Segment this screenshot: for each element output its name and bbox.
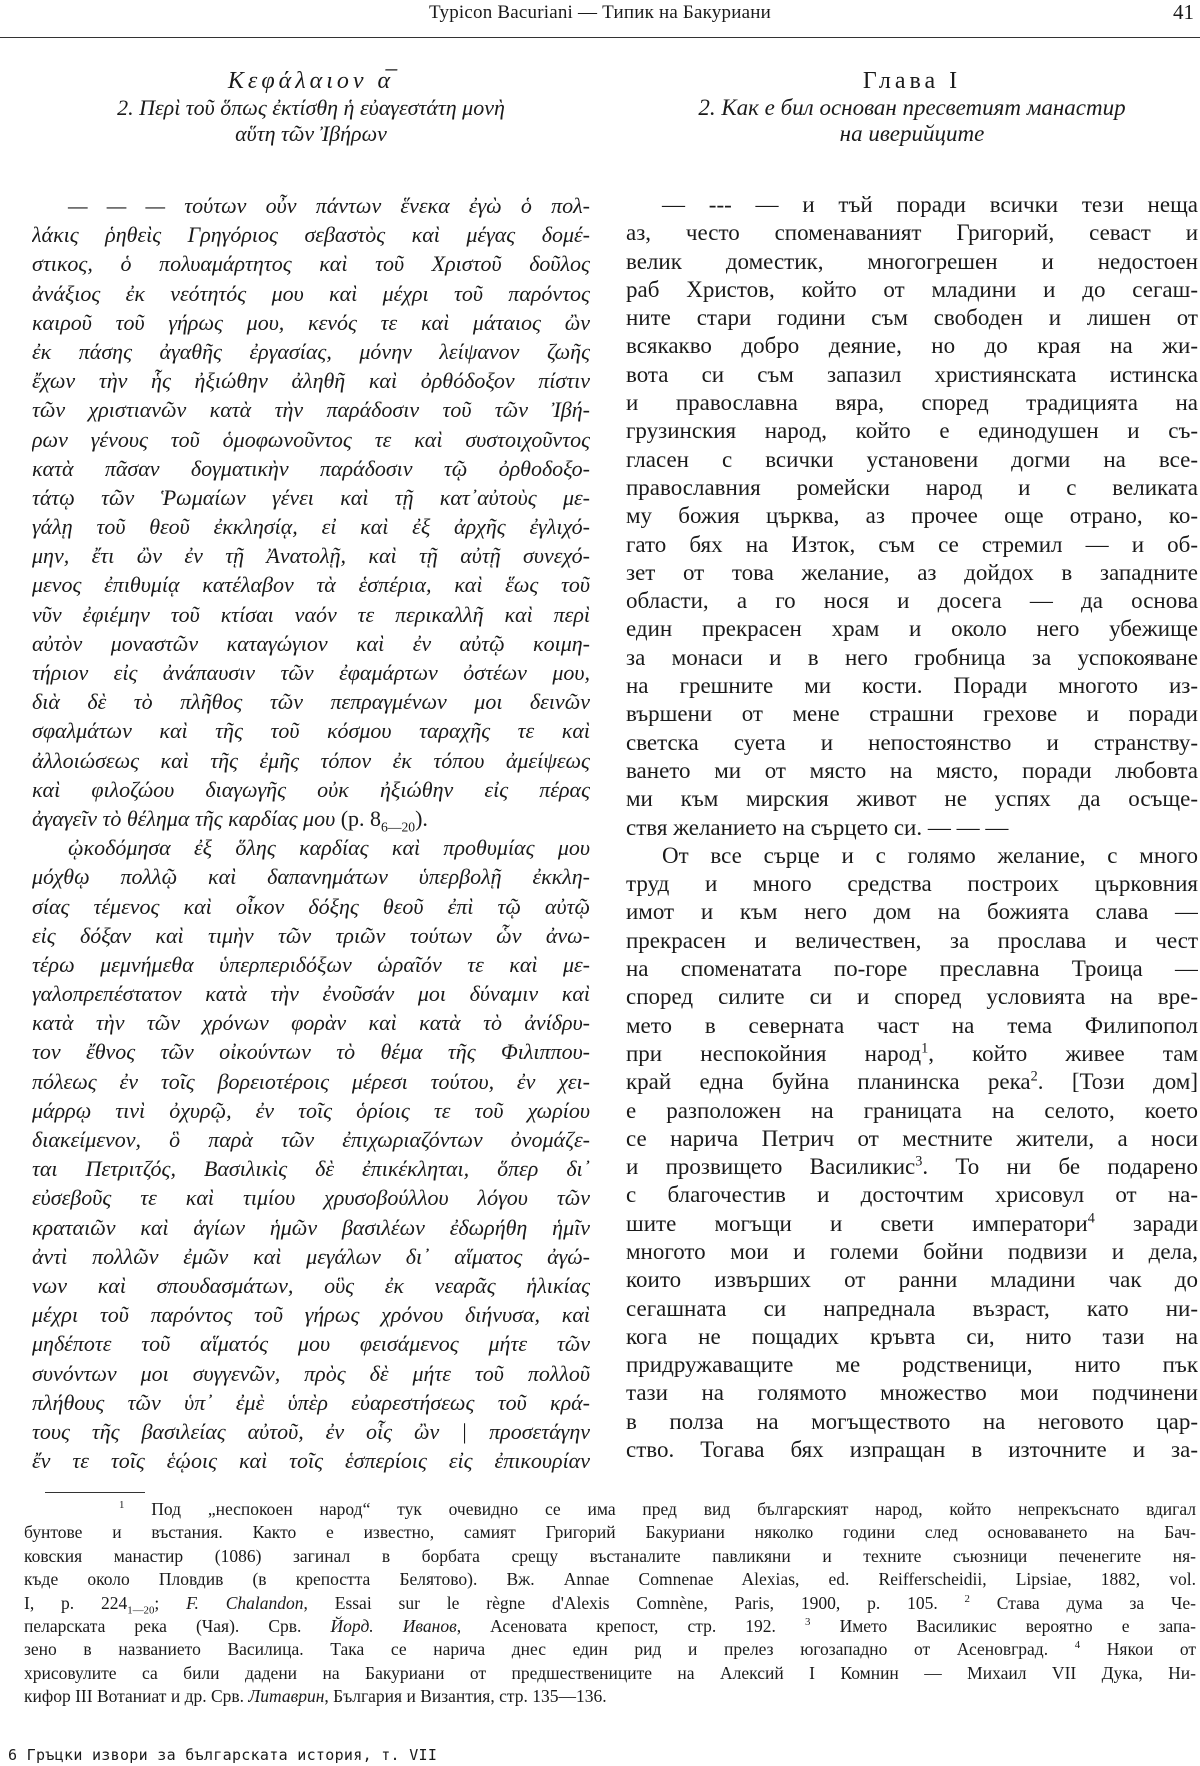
text-line: ᾠκοδόμησα ἐξ ὅλης καρδίας καὶ προθυμίας μου [68,835,590,861]
text-line: ἀνάξιος ἐκ νεότητός μου καὶ μέχρι τοῦ παρόντος [32,280,590,306]
text-line: имот и към него дом на божията слава — [626,899,1198,925]
text-line: τήριον εἰς ἀνάπαυσιν τῶν ἐφαμάρτων ὀστέων μου, [32,660,590,685]
text-line: τῶν χριστιανῶν κατὰ τὴν παράδοσιν τοῦ τῶν Ἰβή- [32,397,590,423]
text-line [626,1153,1198,1181]
text-line: ните стари години съм свободен и лишен от [626,305,1198,331]
text-line: αὐτὸν μοναστῶν καταγώγιον καὶ ἐν αὐτῷ κοιμη- [32,630,590,656]
text-segment: зено в названието Василица. Така се нарича днес един рид и прелез югозападно от Асеновград. [24,1639,1075,1660]
text-line [24,1638,1196,1661]
text-line: с благочестив и досточтим хрисовул от на- [626,1182,1198,1208]
running-title: Typicon Bacuriani — Типик на Бакуриани [429,2,771,23]
text-line: велик доместик, многогрешен и недостоен [626,248,1198,274]
text-line: гато бях на Изток, съм се стремил — и об- [626,531,1198,557]
text-line: се нарича Петрич от местните жители, а носи [626,1125,1198,1151]
greek-chapter-heading: Κεφάλαιον α̅ [227,68,395,94]
text-segment: Става дума за Че- [969,1592,1196,1613]
bulgarian-section-title [626,95,1198,147]
text-line: καιροῦ τοῦ γήρως μου, κενός τε καὶ μάταιος ὢν [32,309,590,335]
text-line: хрисовулите са били дадени на Бакуриани от предшествениците на Алексий I Комнин — Михаил VII Дука, Ни- [24,1662,1196,1683]
text-segment: шите могъщи и свети императори [626,1210,1088,1236]
text-line: νων καὶ σπουδασμάτων, οὓς ἐκ νεαρᾶς ἡλικίας [32,1272,590,1298]
text-line: λάκις ῥηθεὶς Γρηγόριος σεβαστὸς καὶ μέγας δομέ- [32,222,590,248]
text-segment: ; [154,1592,187,1613]
text-line: ствя желанието на сърцето си. — — — [626,814,1009,840]
bulgarian-section-title-line: на иверийците [839,121,985,146]
text-line: за монаси и в него гробница за успокояване [626,644,1198,670]
text-segment: Йорд. Иванов [330,1615,457,1636]
text-line: аз, често споменаваният Григорий, севаст и [626,220,1198,246]
text-segment: Литаврин [248,1686,325,1707]
text-line: и православна вяра, според традицията на [626,390,1198,416]
text-line: е разположен на границата на селото, което [626,1097,1198,1123]
text-segment: , Essai sur le règne d'Alexis Comnène, Paris, 1900, p. 105. [303,1592,965,1613]
text-line: всякакво добро деяние, но до края на жи- [626,333,1198,359]
text-line: ρων γένους τοῦ ὁμοφωνοῦντος τε καὶ συστοιχοῦντος [32,426,590,452]
text-line: μενος ἐπιθυμίᾳ κατέλαβον τὰ ἑσπέρια, καὶ ἕως τοῦ [32,572,590,598]
text-line: ването ми от място на място, поради любовта [626,757,1198,783]
text-line: ство. Тогава бях изпращан в източните и за- [626,1437,1198,1463]
text-segment: заради [1094,1210,1198,1236]
text-line: κραταιῶν καὶ ἁγίων ἡμῶν βασιλέων ἐδωρήθη ἡμῖν [32,1214,590,1240]
text-line: εἰς δόξαν καὶ τιμὴν τῶν τριῶν τούτων ὧν ἀνω- [32,922,590,948]
text-line: σφαλμάτων καὶ τῆς τοῦ κόσμου ταραχῆς τε καὶ [32,718,590,744]
text-line: πόλεως ἐν τοῖς βορειοτέροις μέρεσι τούτου, ἐν χει- [32,1068,590,1094]
text-segment: ἀγαγεῖν τὸ θέλημα τῆς καρδίας μου [32,805,341,831]
text-line: ται Πετριτζός, Βασιλικὶς δὲ ἐπικέκληται, ὅπερ δι᾽ [32,1156,590,1182]
text-line: τάτῳ τῶν Ῥωμαίων γένει καὶ τῇ κατ᾽αὐτοὺς με- [32,484,590,510]
text-line: καὶ φιλοζώου διαγωγῆς οὐκ ἠξιώθην εἰς πέρας [32,776,590,802]
text-line: в полза на могъществото на неговото цар- [626,1408,1198,1434]
text-line: вършени от мене страшни грехове и поради [626,701,1198,727]
text-line: μόχθῳ πολλῷ καὶ δαπανημάτων ὑπερβολῇ ἐκκλη- [32,864,590,890]
text-segment: I, p. 224 [24,1592,128,1613]
text-segment: , Асеновата крепост, стр. 192. [456,1615,806,1636]
text-segment: Под „неспокоен народ“ тук очевидно се има пред вид българският народ, който непрекъснато вдигал [124,1499,1196,1519]
text-line: православния ромейски народ и с великата [626,474,1198,500]
text-line: раб Христов, който от младини и до сегаш- [626,276,1198,302]
text-line: μηδέποτε τοῦ αἵματός μου φεισάμενος μήτε τῶν [32,1331,590,1357]
footnote-marker: 2 [964,1592,970,1605]
text-line: му божия църква, аз прочее още отрано, ко- [626,503,1198,529]
text-line: на грешните ми кости. Поради многото из- [626,673,1198,699]
text-line: светска суета и непостоянство и странству- [626,729,1198,755]
text-line: бунтове и въстания. Както е известно, самият Григорий Бакуриани няколко години след основаването на Бач- [24,1522,1196,1543]
text-line: гласен с всички установени догми на все- [626,446,1198,472]
page-number: 41 [1173,0,1194,24]
footnote-marker: 3 [805,1616,811,1629]
header-rule [0,37,1200,38]
text-line: νῦν ἐφιέμην τοῦ κτίσαι ναόν τε περικαλλῆ καὶ περὶ [32,601,590,627]
greek-section-title-line: αὕτη τῶν Ἰβήρων [235,121,387,146]
text-line: вота си съм запазил християнската истинска [626,361,1198,387]
footnote-marker: 2 [1030,1068,1038,1085]
text-line: многото мои и големи бойни подвизи и дела, [626,1238,1198,1264]
greek-text-column [32,191,590,1475]
bulgarian-section-title-line: 2. Как е бил основан пресветият манастир [698,95,1126,120]
greek-section-title-line: 2. Περὶ τοῦ ὅπως ἐκτίσθη ἡ εὐαγεστάτη μονὴ [117,95,505,120]
text-segment: Името Василикис вероятно е запа- [810,1615,1196,1636]
text-line: διακείμενον, ὃ παρὰ τῶν ἐπιχωριαζόντων ὀνομάζε- [32,1127,590,1152]
text-line: ἐκ πάσης ἀγαθῆς ἐργασίας, μόνην λείψανον ζωῆς [32,338,590,364]
text-line: зет от това желание, аз дойдох в западните [626,559,1198,585]
text-line [626,1040,1198,1068]
text-segment: . То ни бе подарено [922,1154,1198,1180]
text-segment: F. Chalandon [186,1592,304,1613]
text-line [24,1498,1196,1521]
text-line [32,804,590,833]
text-line: γάλῃ τοῦ θεοῦ ἐκκλησίᾳ, εἰ καὶ ἐξ ἀρχῆς ἐγλιχό- [32,514,590,540]
text-line: грузинския народ, който е единодушен и съ- [626,418,1198,444]
footnote-marker: 1 [119,1499,125,1512]
text-segment: и прозвището Василикис [626,1154,916,1180]
text-line: — — — τούτων οὖν πάντων ἕνεκα ἐγὼ ὁ πολ- [68,193,590,218]
text-line: εὐσεβοῦς τε καὶ τιμίου χρυσοβούλλου λόγου τῶν [32,1185,590,1211]
text-line: — --- — и тъй поради всички тези неща [662,192,1198,217]
text-line: От все сърце и с голямо желание, с много [662,842,1198,868]
bulgarian-chapter-heading: Глава I [862,68,962,94]
footnote-marker: 1 [921,1040,929,1057]
text-segment: 1—20 [127,1604,155,1615]
text-segment: (p. 8 [340,805,382,831]
text-line: тази на голямото множество мои подчинени [626,1380,1198,1406]
text-line: μην, ἔτι ὢν ἐν τῇ Ἀνατολῇ, καὶ τῇ αὐτῇ συνεχό- [32,543,590,569]
text-line: κατὰ τὴν τῶν χρόνων φορὰν καὶ κατὰ τὸ ἀνίδρυ- [32,1010,590,1036]
text-segment: , България и Византия, стр. 135—136. [324,1686,607,1707]
text-line: ἔν τε τοῖς ἑῴοις καὶ τοῖς ἑσπερίοις εἰς ἐπικουρίαν [32,1448,590,1474]
text-line: ковския манастир (1086) загинал в борбата срещу въстаналите павликяни и техните съюзници печенегите ня- [24,1545,1196,1566]
text-line: къде около Пловдив (в крепостта Белятово). Вж. Annae Comnenae Alexias, ed. Reifferscheidii, Lipsiae, 1882, vol. [24,1569,1196,1590]
text-line: прекрасен и величествен, за прослава и чест [626,927,1198,953]
footnote-marker: 4 [1074,1639,1081,1652]
footnote-separator [45,1492,145,1493]
signature-line: 6 Гръцки извори за българската история, т. VII [8,1746,438,1764]
text-line: πλήθους τῶν ὑπ᾽ ἐμὲ ὑπὲρ εὐαρεστήσεως τοῦ κρά- [32,1389,590,1415]
footnote-marker: 4 [1087,1210,1095,1227]
text-line: στικος, ὁ πολυαμάρτητος καὶ τοῦ Χριστοῦ δοῦλος [32,251,590,277]
text-line: τους τῆς βασιλείας αὐτοῦ, ἐν οἷς ὢν | προσετάγην [32,1418,590,1444]
text-line: придружаващите ме родственици, нито пък [626,1352,1198,1378]
text-segment: кифор III Вотаниат и др. Срв. [24,1686,249,1707]
text-line: кога не пощадих кръвта си, нито тази на [626,1323,1198,1349]
text-line: ми към мирския живот не успях да осъще- [626,786,1198,812]
greek-section-title [32,95,590,147]
text-segment: , който живее там [928,1040,1198,1066]
text-line: които извърших от ранни младини чак до [626,1267,1198,1293]
text-line: γαλοπρεπέστατον κατὰ τὴν ἐνοῦσάν μοι δύναμιν καὶ [32,981,590,1007]
text-line: συνόντων μοι συγγενῶν, πρὸς δὲ μήτε τοῦ πολλοῦ [32,1360,590,1386]
text-line: διὰ δὲ τὸ πλῆθος τῶν πεπραγμένων μοι δεινῶν [32,689,590,715]
footnotes [24,1498,1196,1709]
text-line [24,1615,1196,1638]
text-line: труд и много средства построих църковния [626,871,1198,897]
text-segment: край една буйна планинска река [626,1069,1031,1095]
text-line: един прекрасен храм и около него убежище [626,616,1198,642]
text-line: τον ἔθνος τῶν οἰκούντων τὸ θέμα τῆς Φιλιππου- [32,1039,590,1065]
text-line: μέχρι τοῦ παρόντος τοῦ γήρως χρόνου διήνυσα, καὶ [32,1302,590,1328]
text-line: μάρρῳ τινὶ ὀχυρῷ, ἐν τοῖς ὁρίοις τε τοῦ χωρίου [32,1097,590,1123]
text-line: ἀλλοιώσεως καὶ τῆς ἐμῆς τόπον ἐκ τόπου ἀμείψεως [32,747,590,773]
text-line: според силите си и според условията на вре- [626,984,1198,1010]
text-line: σίας τέμενος καὶ οἶκον δόξης θεοῦ ἐπὶ τῷ αὐτῷ [32,893,590,919]
text-line [626,1210,1198,1238]
text-line: τέρω μεμνήμεθα ὑπερπεριδόξων ὡραῖόν τε καὶ με- [32,951,590,977]
bulgarian-text-column [626,191,1198,1464]
text-line [24,1592,1196,1615]
text-line: области, а го нося и досега — да основа [626,588,1198,614]
text-segment: 6—20 [381,819,416,834]
text-line [24,1685,1196,1708]
text-segment: ). [415,805,428,831]
text-line: κατὰ πᾶσαν δογματικὴν παράδοσιν τῷ ὀρθοδοξο- [32,455,590,481]
text-segment: . [Този дом] [1037,1069,1198,1095]
text-segment: при неспокойния народ [626,1040,922,1066]
text-line: мето в северната част на тема Филипопол [626,1012,1198,1038]
text-line: ἀντὶ πολλῶν ἐμῶν καὶ μεγάλων δι᾽ αἵματος ἀγώ- [32,1243,590,1269]
text-line [626,1068,1198,1096]
text-line: на споменатата по-горе преславна Троица — [626,956,1198,982]
text-segment: Някои от [1080,1639,1196,1660]
text-segment: пеларската река (Чая). Срв. [24,1615,331,1636]
text-line: сегашната си напреднала възраст, като ни- [626,1295,1198,1321]
text-line: ἔχων τὴν ἧς ἠξιώθην ἀληθῆ καὶ ὀρθόδοξον πίστιν [32,368,590,394]
footnote-marker: 3 [915,1153,923,1170]
